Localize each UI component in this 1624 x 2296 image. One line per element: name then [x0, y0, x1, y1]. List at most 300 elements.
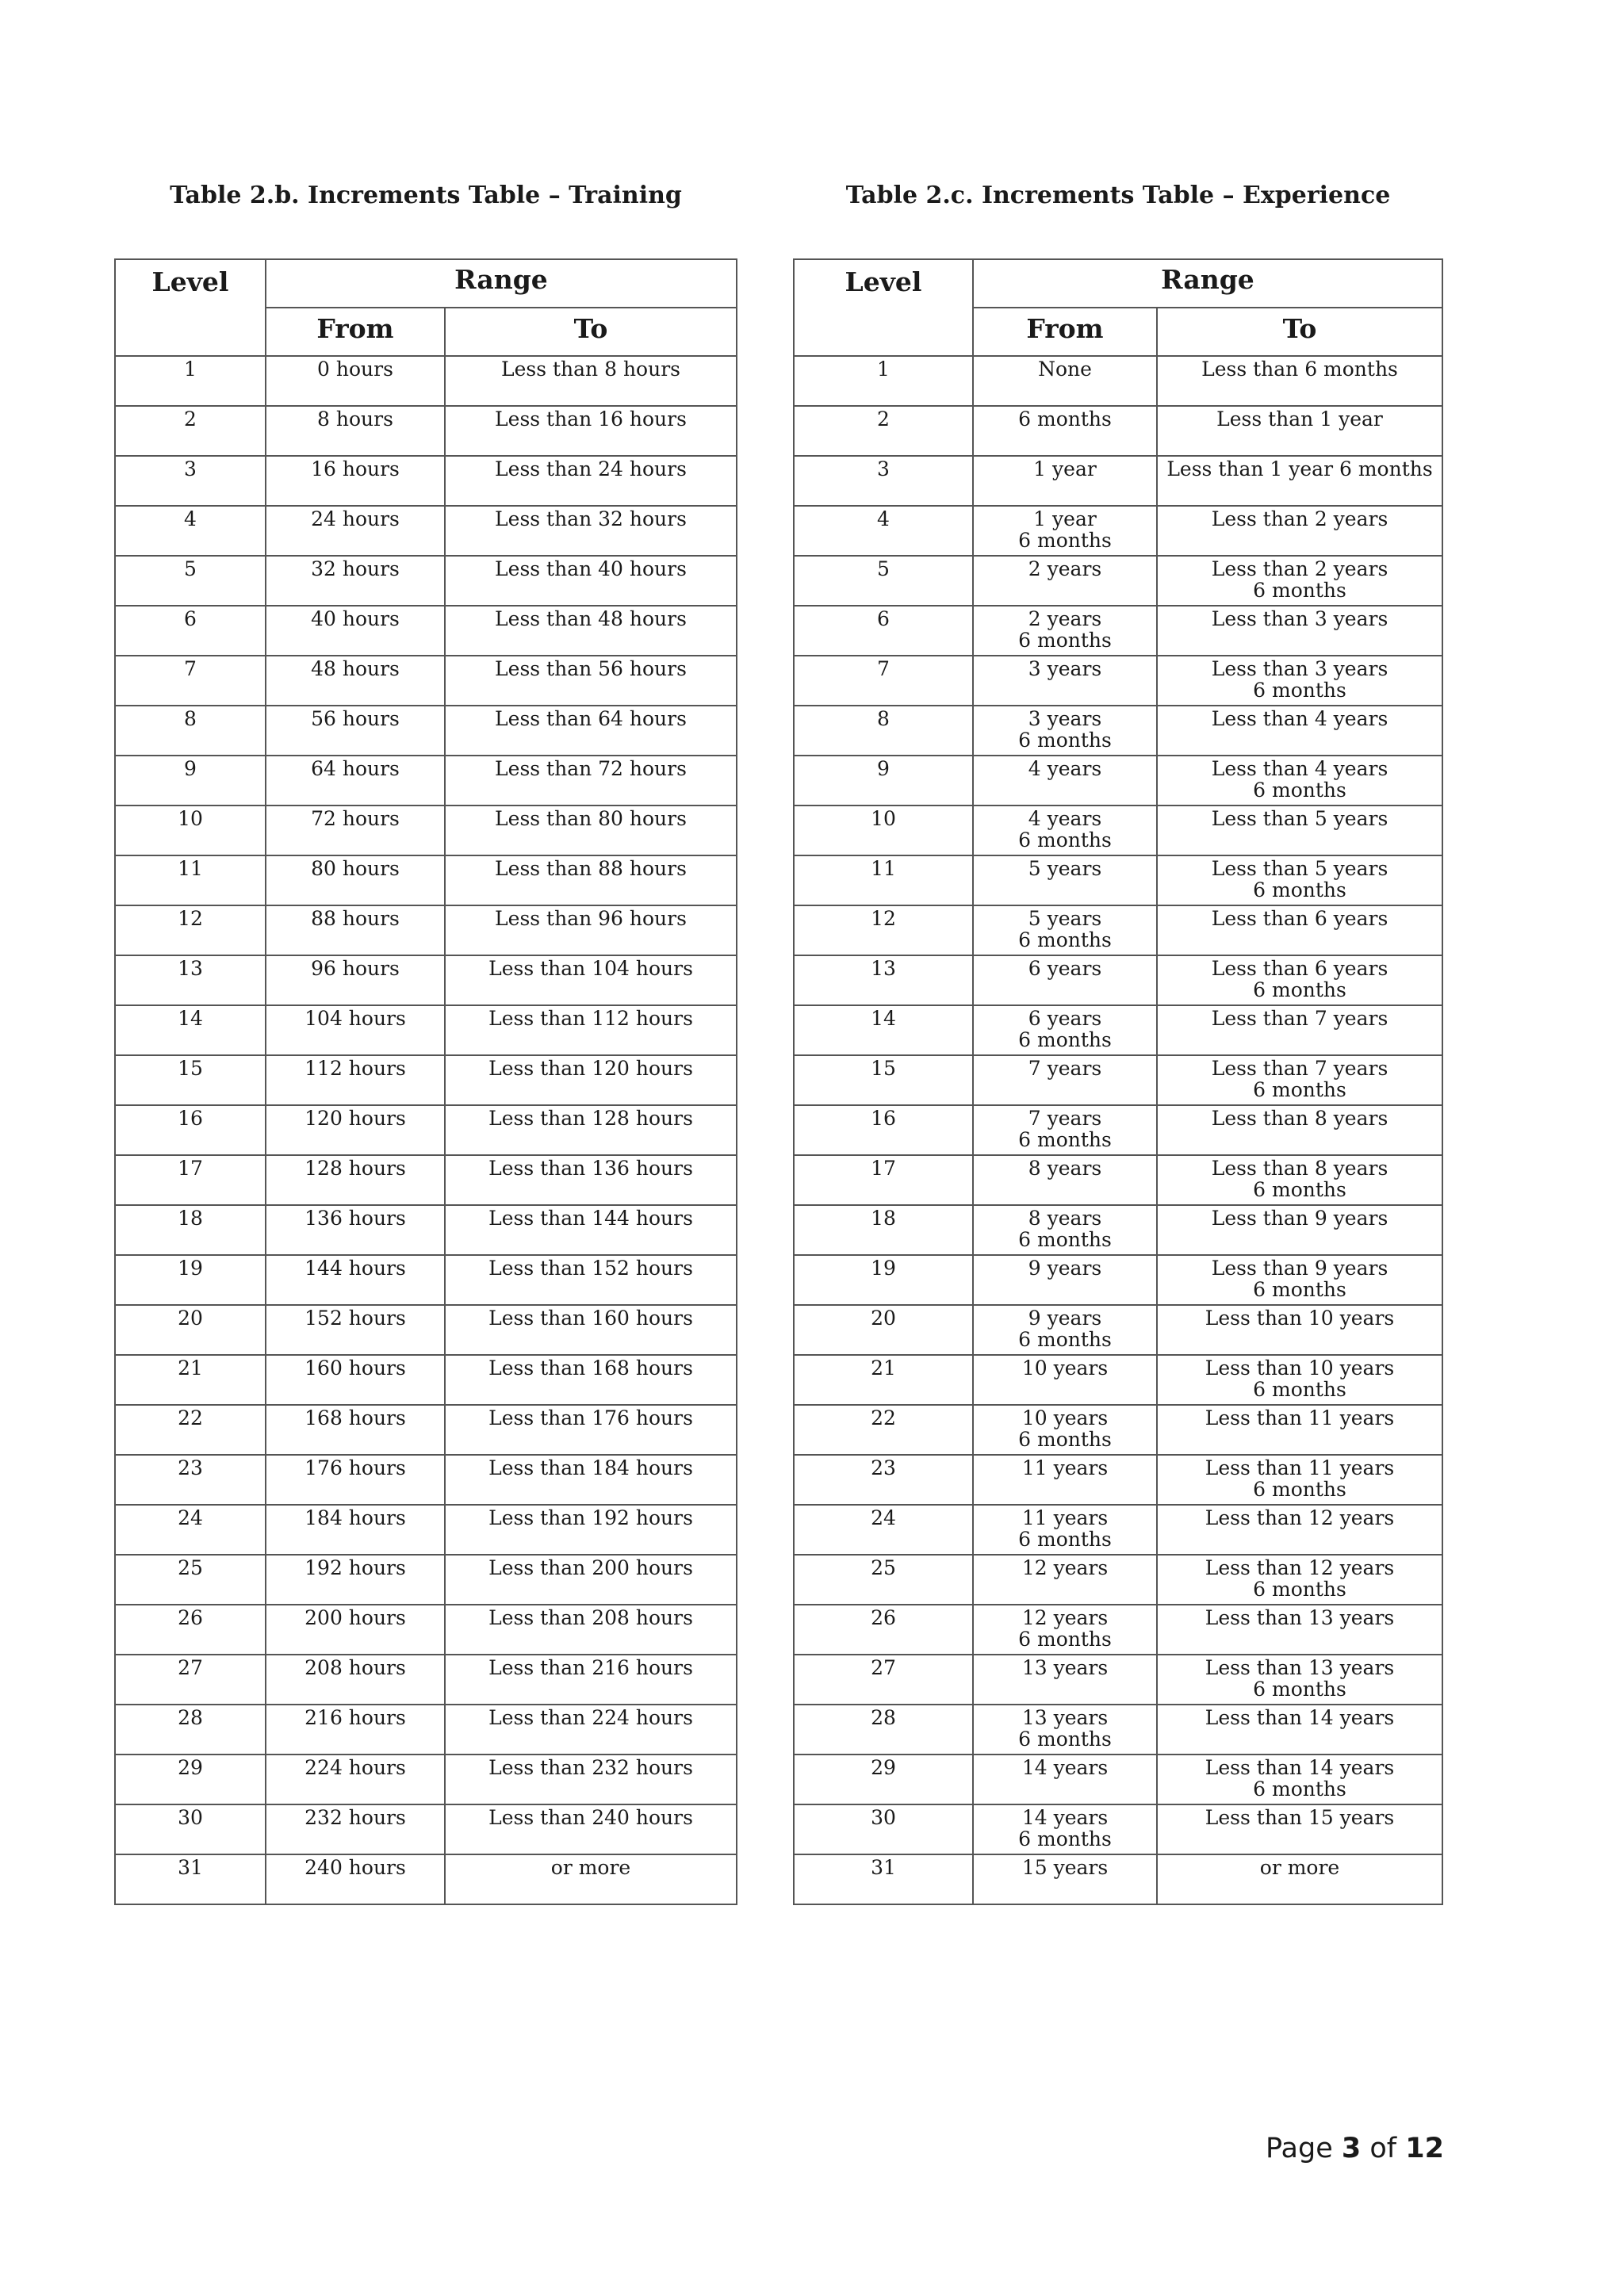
cell-line: Less than 6 years: [1211, 957, 1388, 980]
cell-from: 168 hours: [266, 1405, 445, 1455]
cell-from: [973, 1205, 1157, 1255]
cell-from: [973, 1505, 1157, 1555]
cell-from: [973, 456, 1157, 506]
cell-from: 32 hours: [266, 556, 445, 606]
cell-line: 6 months: [1018, 1628, 1112, 1651]
table-row: [115, 1804, 737, 1854]
cell-line: 6 months: [1253, 978, 1346, 1001]
cell-to: Less than 96 hours: [445, 905, 737, 955]
table-row: [794, 706, 1442, 756]
cell-level: 15: [115, 1055, 266, 1105]
cell-to: Less than 104 hours: [445, 955, 737, 1005]
cell-to: [1157, 1655, 1442, 1705]
experience-increments-table: [793, 258, 1443, 1905]
cell-from: 136 hours: [266, 1205, 445, 1255]
cell-line: Less than 3 years: [1211, 657, 1388, 680]
cell-to: Less than 72 hours: [445, 756, 737, 806]
cell-line: 6 months: [1253, 579, 1346, 602]
cell-to: [1157, 955, 1442, 1005]
cell-level: 12: [115, 905, 266, 955]
table-row: [794, 1405, 1442, 1455]
cell-level: 2: [794, 406, 973, 456]
cell-to: [1157, 1305, 1442, 1355]
cell-level: 7: [794, 656, 973, 706]
table-row: [794, 1804, 1442, 1854]
cell-line: 6 months: [1253, 1678, 1346, 1701]
cell-line: Less than 7 years: [1211, 1007, 1388, 1030]
cell-level: 8: [794, 706, 973, 756]
cell-from: 208 hours: [266, 1655, 445, 1705]
cell-from: 144 hours: [266, 1255, 445, 1305]
cell-level: 9: [115, 756, 266, 806]
cell-from: [973, 656, 1157, 706]
cell-line: Less than 5 years: [1211, 857, 1388, 880]
cell-to: [1157, 456, 1442, 506]
table-row: [115, 1355, 737, 1405]
cell-level: 10: [115, 806, 266, 855]
cell-from: [973, 606, 1157, 656]
cell-line: 6 months: [1253, 1078, 1346, 1101]
table-row: [115, 1505, 737, 1555]
cell-line: 6 months: [1018, 928, 1112, 951]
cell-from: 80 hours: [266, 855, 445, 905]
cell-to: Less than 176 hours: [445, 1405, 737, 1455]
cell-line: 6 months: [1253, 1178, 1346, 1201]
cell-to: Less than 88 hours: [445, 855, 737, 905]
page-number: [1266, 2133, 1444, 2164]
cell-line: 4 years: [1028, 757, 1102, 780]
cell-level: 22: [115, 1405, 266, 1455]
cell-from: [973, 1655, 1157, 1705]
cell-to: [1157, 1705, 1442, 1755]
cell-line: Less than 3 years: [1211, 607, 1388, 630]
table-row: [794, 1455, 1442, 1505]
table-row: [794, 1555, 1442, 1605]
table-row: [794, 806, 1442, 855]
cell-level: 28: [115, 1705, 266, 1755]
cell-level: 1: [794, 356, 973, 406]
cell-line: 11 years: [1021, 1456, 1109, 1479]
table-row: [794, 406, 1442, 456]
page-prefix: Page: [1266, 2133, 1333, 2164]
table-row: [115, 1405, 737, 1455]
cell-level: 31: [115, 1854, 266, 1904]
cell-from: [973, 1605, 1157, 1655]
level-header: Level: [794, 259, 973, 356]
cell-to: Less than 64 hours: [445, 706, 737, 756]
cell-to: [1157, 356, 1442, 406]
cell-to: [1157, 1755, 1442, 1804]
cell-level: 26: [115, 1605, 266, 1655]
cell-line: 6 months: [1018, 828, 1112, 851]
cell-line: Less than 6 months: [1201, 358, 1398, 381]
cell-from: 40 hours: [266, 606, 445, 656]
cell-line: 6 months: [1018, 629, 1112, 652]
cell-level: 23: [794, 1455, 973, 1505]
table-row: [115, 606, 737, 656]
from-header: From: [266, 308, 445, 356]
table-row: [115, 656, 737, 706]
table-row: [115, 1755, 737, 1804]
cell-from: [973, 356, 1157, 406]
cell-to: [1157, 1804, 1442, 1854]
cell-level: 28: [794, 1705, 973, 1755]
cell-line: Less than 10 years: [1205, 1357, 1395, 1380]
cell-line: 4 years: [1028, 807, 1102, 830]
cell-from: [973, 1155, 1157, 1205]
cell-from: [973, 556, 1157, 606]
cell-level: 24: [115, 1505, 266, 1555]
training-table-block: [114, 178, 737, 1905]
cell-to: Less than 168 hours: [445, 1355, 737, 1405]
cell-level: 13: [794, 955, 973, 1005]
cell-line: 13 years: [1021, 1706, 1109, 1729]
experience-table-caption: Table 2.c. Increments Table – Experience: [845, 182, 1391, 209]
table-row: [794, 506, 1442, 556]
cell-level: 27: [115, 1655, 266, 1705]
cell-from: 56 hours: [266, 706, 445, 756]
cell-to: Less than 48 hours: [445, 606, 737, 656]
cell-from: [973, 1405, 1157, 1455]
cell-line: Less than 7 years: [1211, 1057, 1388, 1080]
cell-line: Less than 1 year: [1216, 408, 1383, 430]
table-row: [115, 456, 737, 506]
table-row: [794, 1705, 1442, 1755]
cell-to: [1157, 1405, 1442, 1455]
experience-table-block: [793, 178, 1443, 1905]
cell-level: 11: [794, 855, 973, 905]
page-total: 12: [1405, 2133, 1444, 2164]
training-increments-table: [114, 258, 737, 1905]
range-header: Range: [266, 259, 737, 308]
cell-line: 12 years: [1021, 1556, 1109, 1579]
table-row: [115, 905, 737, 955]
cell-from: 128 hours: [266, 1155, 445, 1205]
cell-to: [1157, 1005, 1442, 1055]
table-row: [115, 806, 737, 855]
cell-line: Less than 10 years: [1205, 1307, 1395, 1330]
table-row: [115, 1155, 737, 1205]
cell-from: 0 hours: [266, 356, 445, 406]
cell-from: [973, 1804, 1157, 1854]
cell-to: Less than 152 hours: [445, 1255, 737, 1305]
cell-line: Less than 4 years: [1211, 757, 1388, 780]
cell-line: Less than 11 years: [1205, 1406, 1395, 1429]
cell-line: 1 year: [1033, 457, 1097, 480]
table-row: [794, 905, 1442, 955]
cell-from: 96 hours: [266, 955, 445, 1005]
cell-level: 16: [794, 1105, 973, 1155]
cell-line: 2 years: [1028, 557, 1102, 580]
cell-to: Less than 184 hours: [445, 1455, 737, 1505]
cell-from: [973, 1705, 1157, 1755]
cell-line: 6 months: [1018, 408, 1112, 430]
cell-line: 6 months: [1018, 1827, 1112, 1850]
cell-to: Less than 216 hours: [445, 1655, 737, 1705]
range-header: Range: [973, 259, 1442, 308]
cell-line: 6 months: [1018, 1228, 1112, 1251]
cell-to: Less than 208 hours: [445, 1605, 737, 1655]
cell-from: [973, 1755, 1157, 1804]
cell-to: [1157, 756, 1442, 806]
cell-from: [973, 955, 1157, 1005]
cell-to: Less than 120 hours: [445, 1055, 737, 1105]
cell-level: 6: [794, 606, 973, 656]
cell-to: or more: [445, 1854, 737, 1904]
cell-level: 9: [794, 756, 973, 806]
cell-from: 192 hours: [266, 1555, 445, 1605]
cell-from: [973, 1854, 1157, 1904]
cell-from: 104 hours: [266, 1005, 445, 1055]
table-row: [794, 556, 1442, 606]
table-row: [794, 1854, 1442, 1904]
cell-line: Less than 14 years: [1205, 1706, 1395, 1729]
cell-line: Less than 14 years: [1205, 1756, 1395, 1779]
cell-to: [1157, 1555, 1442, 1605]
cell-from: [973, 1355, 1157, 1405]
cell-level: 31: [794, 1854, 973, 1904]
cell-line: Less than 9 years: [1211, 1257, 1388, 1280]
cell-level: 16: [115, 1105, 266, 1155]
cell-to: Less than 8 hours: [445, 356, 737, 406]
table-row: [794, 1155, 1442, 1205]
cell-line: 3 years: [1028, 657, 1102, 680]
cell-to: Less than 160 hours: [445, 1305, 737, 1355]
table-row: [115, 1255, 737, 1305]
table-row: [115, 1105, 737, 1155]
cell-from: 184 hours: [266, 1505, 445, 1555]
table-row: [794, 1055, 1442, 1105]
cell-level: 8: [115, 706, 266, 756]
cell-from: [973, 905, 1157, 955]
cell-line: 6 months: [1253, 1378, 1346, 1401]
cell-to: [1157, 905, 1442, 955]
table-row: [115, 756, 737, 806]
cell-level: 15: [794, 1055, 973, 1105]
experience-table-body: [794, 356, 1442, 1904]
table-row: [794, 656, 1442, 706]
cell-level: 12: [794, 905, 973, 955]
table-row: [794, 1105, 1442, 1155]
table-row: [794, 1005, 1442, 1055]
table-row: [115, 1055, 737, 1105]
cell-from: 224 hours: [266, 1755, 445, 1804]
cell-to: [1157, 855, 1442, 905]
cell-to: Less than 144 hours: [445, 1205, 737, 1255]
cell-to: [1157, 656, 1442, 706]
cell-to: Less than 24 hours: [445, 456, 737, 506]
cell-line: 8 years: [1028, 1207, 1102, 1230]
cell-level: 29: [794, 1755, 973, 1804]
cell-line: Less than 12 years: [1205, 1556, 1395, 1579]
table-row: [115, 1005, 737, 1055]
cell-level: 7: [115, 656, 266, 706]
cell-from: [973, 855, 1157, 905]
cell-from: 200 hours: [266, 1605, 445, 1655]
cell-line: 1 year: [1033, 507, 1097, 530]
cell-line: 6 months: [1253, 1278, 1346, 1301]
cell-level: 29: [115, 1755, 266, 1804]
cell-to: [1157, 1155, 1442, 1205]
table-row: [115, 1305, 737, 1355]
to-header: To: [445, 308, 737, 356]
cell-level: 17: [115, 1155, 266, 1205]
cell-line: 13 years: [1021, 1656, 1109, 1679]
cell-line: None: [1038, 358, 1092, 381]
cell-line: Less than 11 years: [1205, 1456, 1395, 1479]
cell-line: Less than 2 years: [1211, 557, 1388, 580]
cell-level: 19: [794, 1255, 973, 1305]
cell-line: 3 years: [1028, 707, 1102, 730]
cell-level: 25: [794, 1555, 973, 1605]
cell-from: 16 hours: [266, 456, 445, 506]
cell-line: 6 years: [1028, 1007, 1102, 1030]
cell-level: 21: [794, 1355, 973, 1405]
cell-level: 11: [115, 855, 266, 905]
cell-to: Less than 232 hours: [445, 1755, 737, 1804]
cell-level: 10: [794, 806, 973, 855]
table-row: [115, 1705, 737, 1755]
cell-line: 7 years: [1028, 1107, 1102, 1130]
cell-line: 6 months: [1018, 1128, 1112, 1151]
cell-to: [1157, 606, 1442, 656]
cell-level: 1: [115, 356, 266, 406]
cell-to: Less than 80 hours: [445, 806, 737, 855]
cell-line: 15 years: [1021, 1856, 1109, 1879]
cell-line: Less than 6 years: [1211, 907, 1388, 930]
cell-from: [973, 756, 1157, 806]
table-row: [794, 1605, 1442, 1655]
table-row: [794, 1655, 1442, 1705]
cell-level: 4: [794, 506, 973, 556]
cell-from: 64 hours: [266, 756, 445, 806]
cell-from: 88 hours: [266, 905, 445, 955]
table-row: [115, 406, 737, 456]
cell-to: [1157, 1455, 1442, 1505]
cell-line: 6 years: [1028, 957, 1102, 980]
cell-from: 112 hours: [266, 1055, 445, 1105]
cell-level: 21: [115, 1355, 266, 1405]
table-row: [794, 1305, 1442, 1355]
cell-from: 232 hours: [266, 1804, 445, 1854]
table-row: [794, 955, 1442, 1005]
cell-from: [973, 406, 1157, 456]
table-row: [115, 506, 737, 556]
cell-to: [1157, 1854, 1442, 1904]
cell-level: 20: [794, 1305, 973, 1355]
cell-line: or more: [1259, 1856, 1340, 1879]
cell-line: 6 months: [1253, 1478, 1346, 1501]
cell-line: 10 years: [1021, 1406, 1109, 1429]
from-header: From: [973, 308, 1157, 356]
table-row: [115, 1655, 737, 1705]
cell-from: 160 hours: [266, 1355, 445, 1405]
table-row: [794, 1255, 1442, 1305]
cell-from: 152 hours: [266, 1305, 445, 1355]
cell-line: 9 years: [1028, 1257, 1102, 1280]
cell-to: [1157, 1605, 1442, 1655]
cell-line: Less than 5 years: [1211, 807, 1388, 830]
cell-from: [973, 1105, 1157, 1155]
cell-line: 6 months: [1018, 1728, 1112, 1751]
cell-line: Less than 8 years: [1211, 1107, 1388, 1130]
cell-level: 2: [115, 406, 266, 456]
cell-from: [973, 706, 1157, 756]
cell-level: 27: [794, 1655, 973, 1705]
cell-to: [1157, 1505, 1442, 1555]
table-row: [115, 356, 737, 406]
page-of: of: [1369, 2133, 1397, 2164]
cell-from: 48 hours: [266, 656, 445, 706]
cell-to: Less than 200 hours: [445, 1555, 737, 1605]
cell-level: 18: [115, 1205, 266, 1255]
cell-line: 5 years: [1028, 907, 1102, 930]
cell-line: Less than 8 years: [1211, 1157, 1388, 1180]
cell-line: 6 months: [1018, 529, 1112, 552]
cell-level: 23: [115, 1455, 266, 1505]
table-row: [115, 1605, 737, 1655]
cell-line: Less than 2 years: [1211, 507, 1388, 530]
cell-to: Less than 40 hours: [445, 556, 737, 606]
cell-to: [1157, 1205, 1442, 1255]
cell-to: [1157, 506, 1442, 556]
cell-level: 3: [115, 456, 266, 506]
cell-to: Less than 240 hours: [445, 1804, 737, 1854]
table-row: [794, 606, 1442, 656]
cell-from: [973, 506, 1157, 556]
table-row: [794, 855, 1442, 905]
cell-from: 240 hours: [266, 1854, 445, 1904]
cell-from: [973, 1455, 1157, 1505]
cell-from: [973, 1555, 1157, 1605]
table-row: [115, 1455, 737, 1505]
cell-to: Less than 56 hours: [445, 656, 737, 706]
cell-line: Less than 12 years: [1205, 1506, 1395, 1529]
cell-line: 6 months: [1018, 1028, 1112, 1051]
cell-to: Less than 32 hours: [445, 506, 737, 556]
table-row: [115, 955, 737, 1005]
cell-from: 8 hours: [266, 406, 445, 456]
cell-level: 26: [794, 1605, 973, 1655]
cell-line: 6 months: [1018, 1428, 1112, 1451]
cell-level: 5: [115, 556, 266, 606]
cell-line: Less than 4 years: [1211, 707, 1388, 730]
cell-from: 176 hours: [266, 1455, 445, 1505]
cell-line: 11 years: [1021, 1506, 1109, 1529]
cell-level: 19: [115, 1255, 266, 1305]
cell-from: [973, 1255, 1157, 1305]
table-row: [794, 356, 1442, 406]
table-row: [794, 756, 1442, 806]
cell-to: [1157, 706, 1442, 756]
cell-level: 5: [794, 556, 973, 606]
cell-from: [973, 1305, 1157, 1355]
training-table-caption: Table 2.b. Increments Table – Training: [170, 182, 682, 209]
cell-line: 7 years: [1028, 1057, 1102, 1080]
cell-level: 22: [794, 1405, 973, 1455]
table-row: [115, 1205, 737, 1255]
cell-to: Less than 112 hours: [445, 1005, 737, 1055]
cell-to: [1157, 806, 1442, 855]
cell-to: Less than 136 hours: [445, 1155, 737, 1205]
cell-to: [1157, 1055, 1442, 1105]
cell-to: [1157, 1105, 1442, 1155]
cell-to: Less than 224 hours: [445, 1705, 737, 1755]
table-row: [115, 1555, 737, 1605]
table-row: [115, 1854, 737, 1904]
cell-from: 72 hours: [266, 806, 445, 855]
cell-line: Less than 9 years: [1211, 1207, 1388, 1230]
